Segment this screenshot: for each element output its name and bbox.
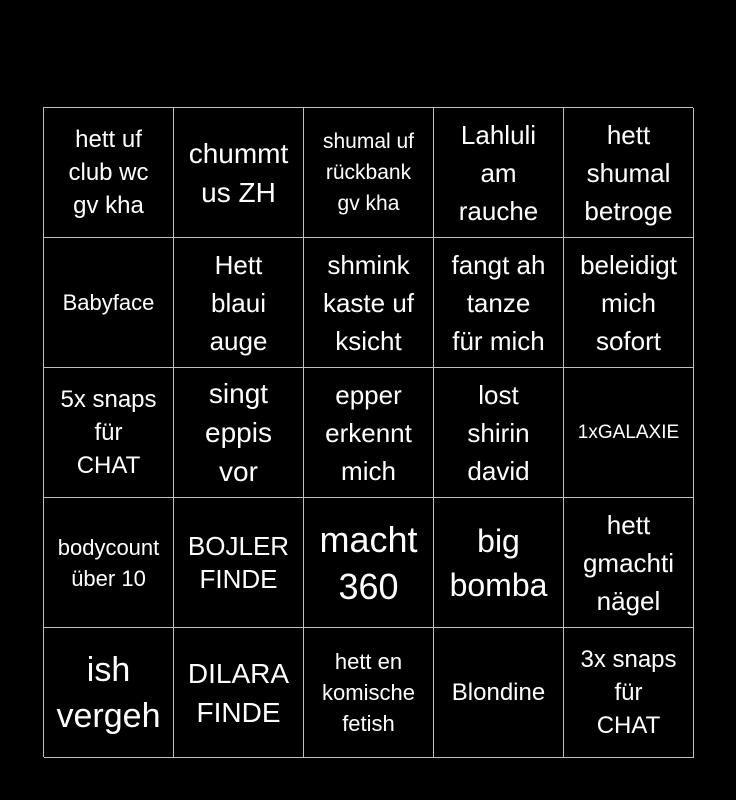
bingo-cell[interactable] bbox=[564, 108, 694, 238]
bingo-cell[interactable] bbox=[174, 628, 304, 758]
bingo-cell[interactable] bbox=[434, 498, 564, 628]
bingo-cell[interactable] bbox=[174, 498, 304, 628]
bingo-cell[interactable] bbox=[434, 368, 564, 498]
bingo-cell[interactable] bbox=[304, 498, 434, 628]
cell-text: 3x snaps für CHAT bbox=[580, 646, 677, 739]
bingo-cell[interactable] bbox=[564, 238, 694, 368]
bingo-cell[interactable] bbox=[304, 238, 434, 368]
bingo-cell[interactable] bbox=[564, 628, 694, 758]
cell-text: big bomba bbox=[449, 522, 548, 603]
cell-text: macht 360 bbox=[319, 518, 418, 607]
bingo-cell[interactable] bbox=[304, 628, 434, 758]
bingo-board bbox=[43, 107, 693, 757]
cell-text: ish vergeh bbox=[56, 650, 161, 735]
cell-text: hett uf club wc gv kha bbox=[68, 126, 149, 219]
cell-text: BOJLER FINDE bbox=[187, 530, 290, 594]
cell-text: Blondine bbox=[451, 679, 546, 706]
cell-text: lost shirin david bbox=[467, 379, 530, 486]
cell-text: bodycount über 10 bbox=[57, 534, 160, 591]
cell-text: DILARA FINDE bbox=[187, 657, 290, 728]
bingo-cell[interactable] bbox=[44, 498, 174, 628]
bingo-cell[interactable] bbox=[44, 238, 174, 368]
cell-text: 1xGALAXIE bbox=[577, 421, 680, 443]
bingo-cell[interactable] bbox=[434, 108, 564, 238]
bingo-cell[interactable] bbox=[564, 368, 694, 498]
cell-text: hett gmachti nägel bbox=[582, 509, 675, 616]
cell-text: hett shumal betroge bbox=[584, 119, 673, 226]
bingo-cell[interactable] bbox=[434, 628, 564, 758]
cell-text: fangt ah tanze für mich bbox=[451, 249, 546, 356]
bingo-cell[interactable] bbox=[304, 368, 434, 498]
bingo-cell[interactable] bbox=[434, 238, 564, 368]
bingo-cell[interactable] bbox=[44, 628, 174, 758]
bingo-cell[interactable] bbox=[174, 238, 304, 368]
bingo-cell[interactable] bbox=[174, 108, 304, 238]
cell-text: shmink kaste uf ksicht bbox=[322, 249, 415, 356]
cell-text: epper erkennt mich bbox=[325, 379, 412, 486]
bingo-cell[interactable] bbox=[564, 498, 694, 628]
cell-text: Lahluli am rauche bbox=[458, 119, 539, 226]
cell-text: Babyface bbox=[62, 290, 155, 315]
cell-text: shumal uf rückbank gv kha bbox=[322, 130, 415, 215]
cell-text: beleidigt mich sofort bbox=[580, 249, 677, 356]
cell-text: chummt us ZH bbox=[188, 137, 289, 208]
cell-text: Hett blaui auge bbox=[209, 249, 268, 356]
bingo-cell[interactable] bbox=[44, 108, 174, 238]
cell-text: 5x snaps für CHAT bbox=[60, 386, 157, 479]
bingo-cell[interactable] bbox=[174, 368, 304, 498]
bingo-cell[interactable] bbox=[44, 368, 174, 498]
bingo-cell[interactable] bbox=[304, 108, 434, 238]
cell-text: hett en komische fetish bbox=[322, 649, 415, 736]
cell-text: singt eppis vor bbox=[205, 378, 272, 487]
